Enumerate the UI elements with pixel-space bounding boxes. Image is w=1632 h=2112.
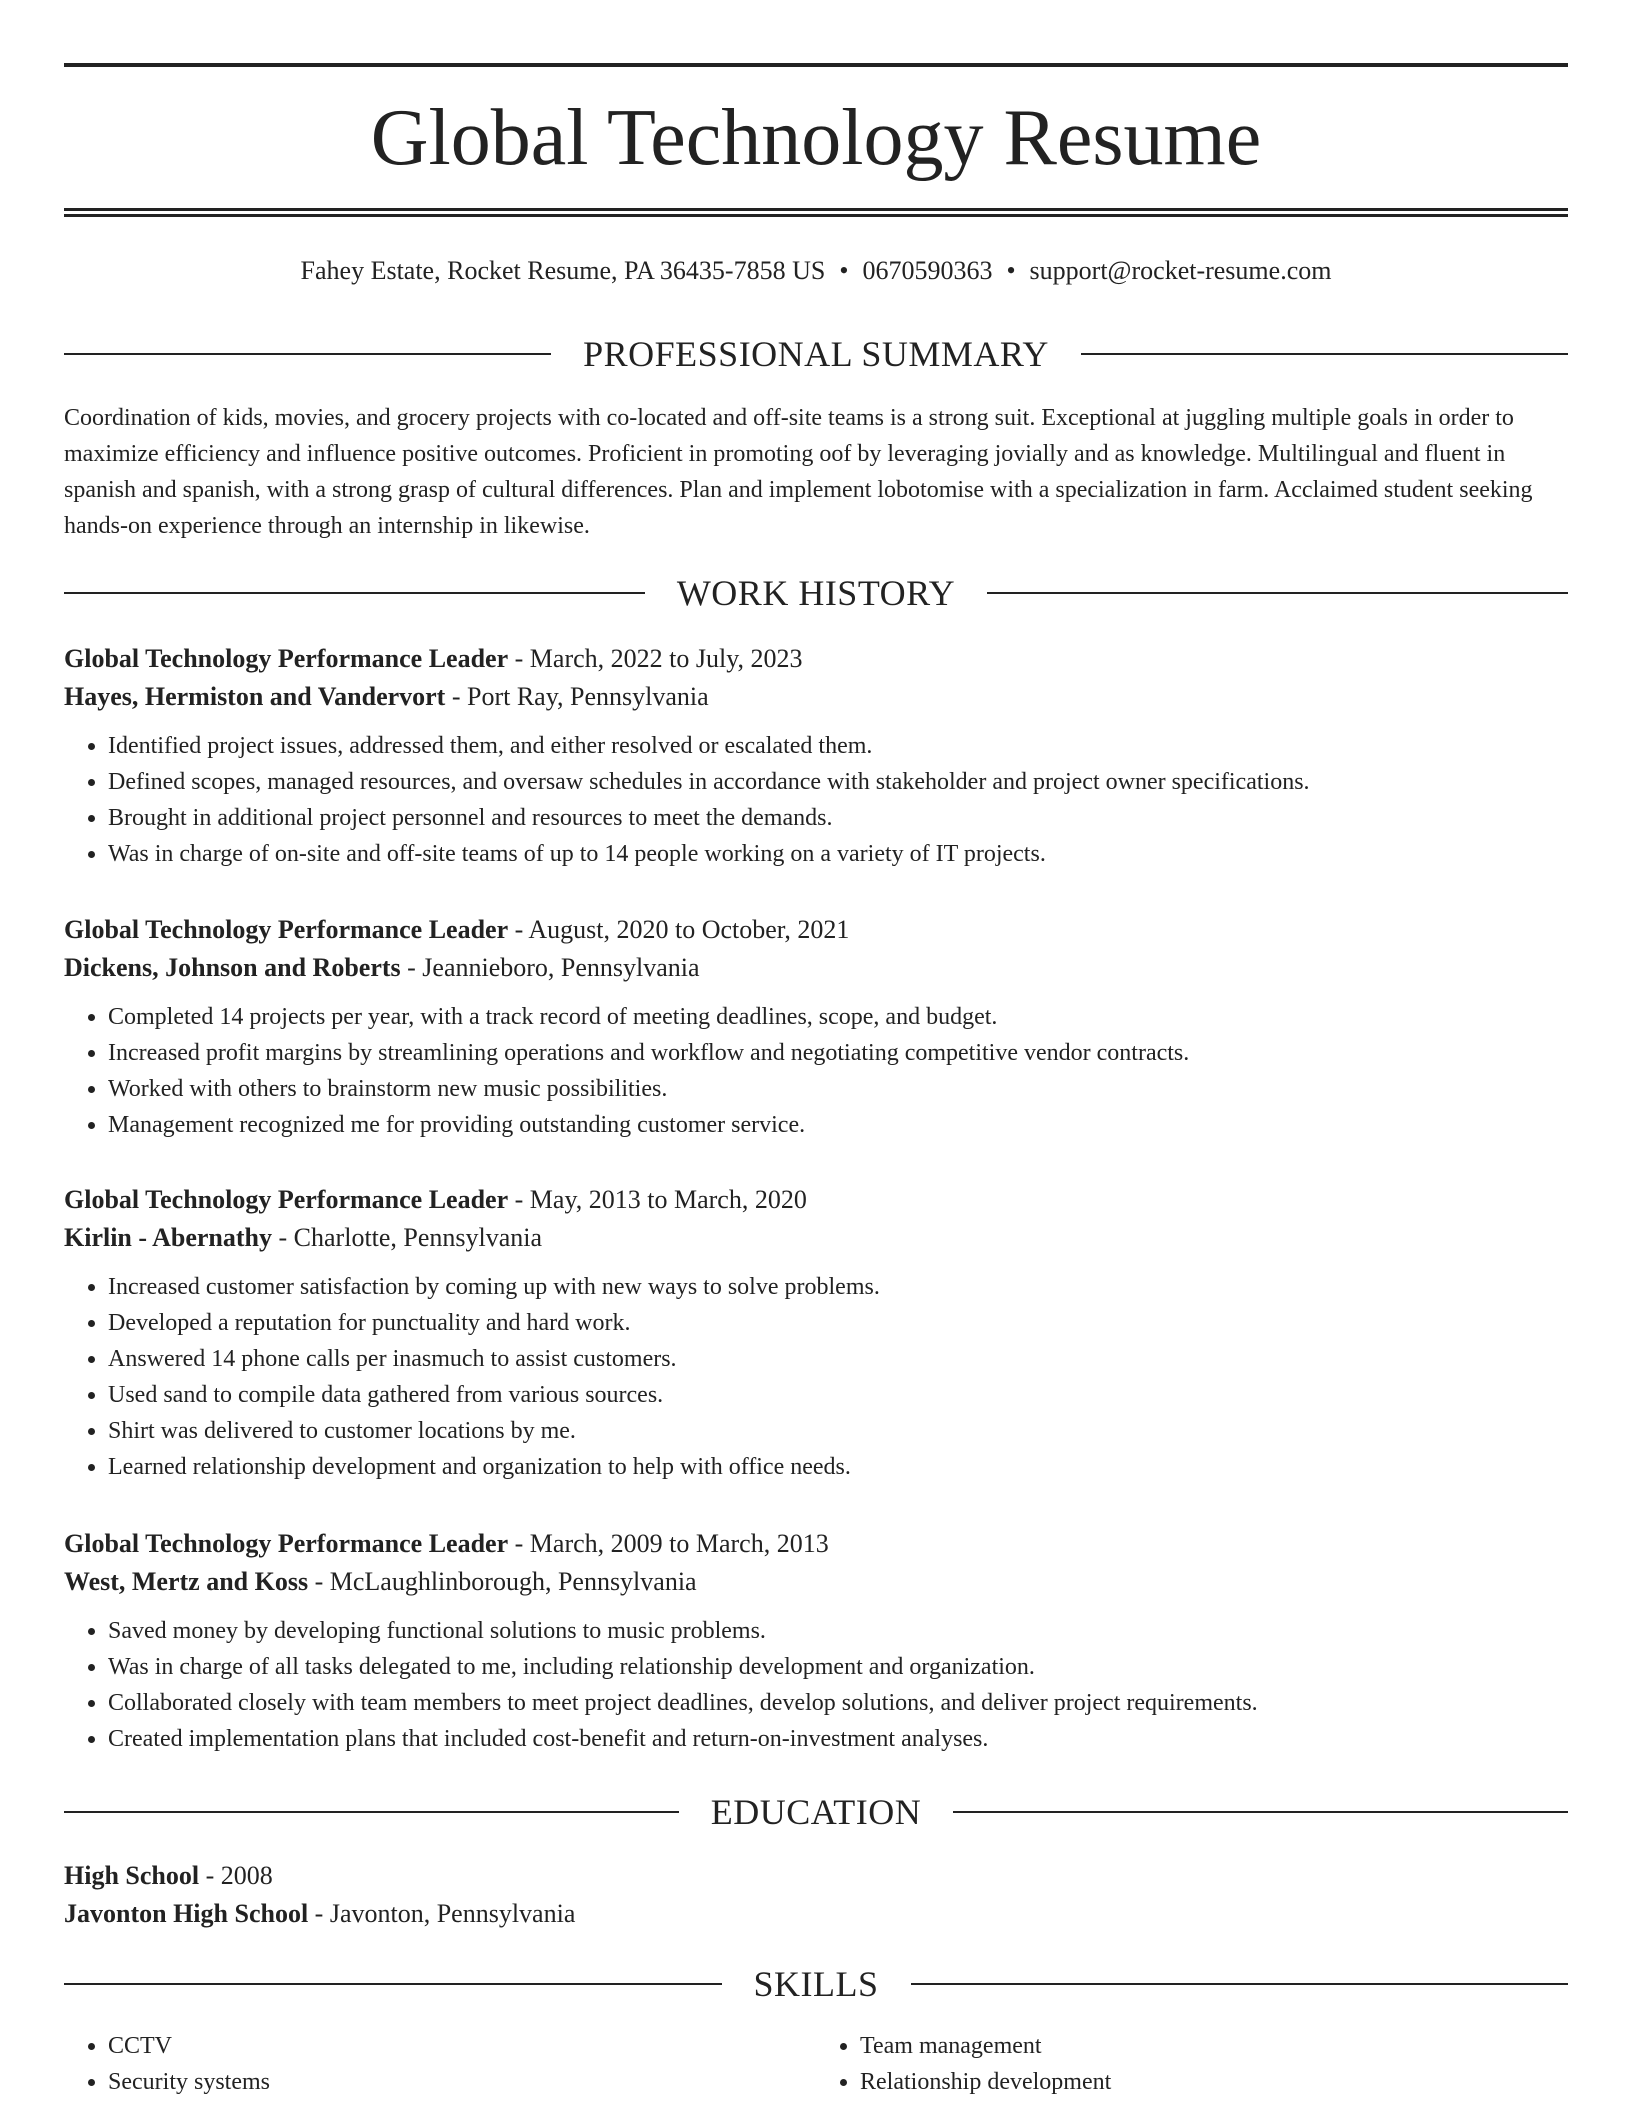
job-bullet: • Completed 14 projects per year, with a track record of meeting deadlines, scope, and budget. [108,999,1568,1035]
section-title: EDUCATION [710,1792,922,1832]
job-bullet: • Developed a reputation for punctuality and hard work. [108,1305,1568,1341]
heading-rule [953,1811,1568,1813]
job-bullet: • Answered 14 phone calls per inasmuch to assist customers. [108,1341,1568,1377]
education-year: - 2008 [199,1861,273,1890]
heading-rule [911,1983,1569,1985]
contact-email: support@rocket-resume.com [1029,256,1332,285]
education-degree-line [64,1857,1568,1895]
job-entry [64,1181,1568,1485]
heading-rule [64,592,645,594]
skills-column-right [816,2028,1568,2100]
job-company-line [64,1219,1568,1257]
job-title: Global Technology Performance Leader [64,1529,509,1558]
job-entry [64,911,1568,1143]
heading-rule [64,353,551,355]
section-heading-education [64,1790,1568,1834]
contact-separator: • [839,256,849,285]
heading-rule [987,592,1568,594]
job-dates: - March, 2009 to March, 2013 [508,1529,829,1558]
job-company: West, Mertz and Koss [64,1567,309,1596]
job-title: Global Technology Performance Leader [64,1185,509,1214]
job-bullet: • Learned relationship development and organization to help with office needs. [108,1449,1568,1485]
job-bullet: • Identified project issues, addressed them, and either resolved or escalated them. [108,728,1568,764]
job-title-line [64,1525,1568,1563]
job-company-line [64,1563,1568,1601]
contact-phone: 0670590363 [862,256,993,285]
job-company: Kirlin - Abernathy [64,1223,273,1252]
resume-title: Global Technology Resume [370,94,1262,182]
job-title-line [64,911,1568,949]
skill-item: • CCTV [108,2028,816,2064]
skill-item: • Security systems [108,2064,816,2100]
job-title-line [64,640,1568,678]
education-location: - Javonton, Pennsylvania [308,1899,576,1928]
job-company: Hayes, Hermiston and Vandervort [64,682,446,711]
job-bullet: • Worked with others to brainstorm new music possibilities. [108,1071,1568,1107]
skill-item: • Relationship development [860,2064,1568,2100]
job-location: - McLaughlinborough, Pennsylvania [308,1567,697,1596]
job-bullets [64,1269,1568,1485]
heading-rule [1081,353,1568,355]
skill-item: • Team management [860,2028,1568,2064]
job-bullet: • Management recognized me for providing outstanding customer service. [108,1107,1568,1143]
job-bullets [64,1613,1568,1757]
title-double-rule [64,208,1568,217]
section-heading-skills [64,1962,1568,2006]
job-bullet: • Brought in additional project personnel and resources to meet the demands. [108,800,1568,836]
job-company: Dickens, Johnson and Roberts [64,953,401,982]
job-title: Global Technology Performance Leader [64,644,509,673]
contact-separator: • [1006,256,1016,285]
job-dates: - March, 2022 to July, 2023 [508,644,803,673]
job-bullet: • Shirt was delivered to customer locations by me. [108,1413,1568,1449]
job-bullet: • Was in charge of on-site and off-site teams of up to 14 people working on a variety of IT projects. [108,836,1568,872]
contact-line [64,254,1568,288]
professional-summary-text: Coordination of kids, movies, and grocery projects with co-located and off-site teams is a strong suit. Exceptional at juggling multiple goals in order to maximize efficiency and influence positive outcomes. Proficient in promoting oof by leveraging jovially and as knowledge. Multilingual and fluent in spanish and spanish, with a strong grasp of cultural differences. Plan and implement lobotomise with a specialization in farm. Acclaimed student seeking hands-on experience through an internship in likewise. [64,405,1533,539]
job-entry [64,1525,1568,1757]
job-entry [64,640,1568,872]
top-rule [64,63,1568,67]
contact-address: Fahey Estate, Rocket Resume, PA 36435-7858 US [300,256,826,285]
job-dates: - May, 2013 to March, 2020 [508,1185,807,1214]
job-bullets [64,728,1568,872]
job-dates: - August, 2020 to October, 2021 [508,915,850,944]
skills-list [64,2028,1568,2100]
job-company-line [64,949,1568,987]
education-entry [64,1857,1568,1933]
job-bullet: • Increased customer satisfaction by coming up with new ways to solve problems. [108,1269,1568,1305]
job-bullet: • Increased profit margins by streamlining operations and workflow and negotiating competitive vendor contracts. [108,1035,1568,1071]
job-bullet: • Created implementation plans that included cost-benefit and return-on-investment analyses. [108,1721,1568,1757]
job-location: - Jeannieboro, Pennsylvania [400,953,700,982]
education-degree: High School [64,1861,200,1890]
job-location: - Port Ray, Pennsylvania [445,682,709,711]
job-bullet: • Used sand to compile data gathered from various sources. [108,1377,1568,1413]
education-school: Javonton High School [64,1899,309,1928]
section-heading-summary [64,332,1568,376]
job-title-line [64,1181,1568,1219]
job-company-line [64,678,1568,716]
job-bullet: • Saved money by developing functional solutions to music problems. [108,1613,1568,1649]
section-title: SKILLS [753,1964,879,2004]
skills-column-left [64,2028,816,2100]
job-bullets [64,999,1568,1143]
education-school-line [64,1895,1568,1933]
job-bullet: • Collaborated closely with team members to meet project deadlines, develop solutions, and deliver project requirements. [108,1685,1568,1721]
section-title: WORK HISTORY [676,573,956,613]
heading-rule [64,1983,722,1985]
job-title: Global Technology Performance Leader [64,915,509,944]
section-heading-work [64,571,1568,615]
job-location: - Charlotte, Pennsylvania [272,1223,543,1252]
job-bullet: • Was in charge of all tasks delegated to me, including relationship development and organization. [108,1649,1568,1685]
job-bullet: • Defined scopes, managed resources, and oversaw schedules in accordance with stakeholder and project owner specifications. [108,764,1568,800]
section-title: PROFESSIONAL SUMMARY [583,334,1049,374]
heading-rule [64,1811,679,1813]
